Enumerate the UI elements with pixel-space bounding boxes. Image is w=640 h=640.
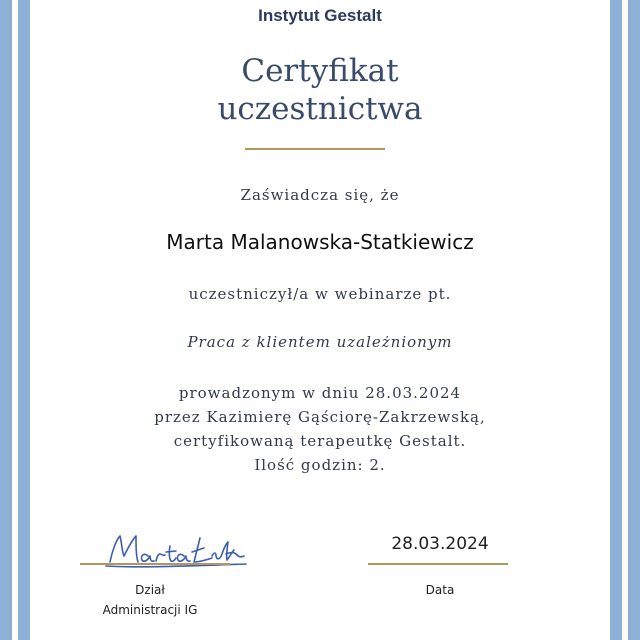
title-line-2: uczestnictwa [217, 91, 423, 127]
date-line [368, 563, 508, 565]
organization-name: Instytut Gestalt [258, 6, 382, 25]
participant-name: Marta Malanowska-Statkiewicz [166, 230, 474, 254]
intro-text: Zaświadcza się, że [240, 186, 400, 204]
handwritten-signature [60, 508, 250, 578]
webinar-title: Praca z klientem uzależnionym [187, 333, 453, 351]
date-label: Data [425, 583, 455, 597]
right-border-decoration [610, 0, 640, 640]
details-line: certyfikowaną terapeutkę Gestalt. [173, 432, 467, 450]
title-line-1: Certyfikat [241, 53, 399, 89]
webinar-details [30, 381, 610, 477]
signature-label-line-2: Administracji IG [102, 603, 198, 617]
left-border-decoration [0, 0, 30, 640]
details-line: prowadzonym w dniu 28.03.2024 [178, 384, 462, 402]
issue-date: 28.03.2024 [391, 534, 489, 554]
signature-line [80, 563, 230, 565]
title-divider [245, 148, 385, 150]
participation-text: uczestniczył/a w webinarze pt. [188, 285, 452, 303]
details-line: Ilość godzin: 2. [254, 456, 386, 474]
signature-label [90, 580, 210, 620]
details-line: przez Kazimierę Gąściorę-Zakrzewską, [154, 408, 486, 426]
certificate-title [30, 52, 610, 128]
signature-label-line-1: Dział [135, 583, 165, 597]
